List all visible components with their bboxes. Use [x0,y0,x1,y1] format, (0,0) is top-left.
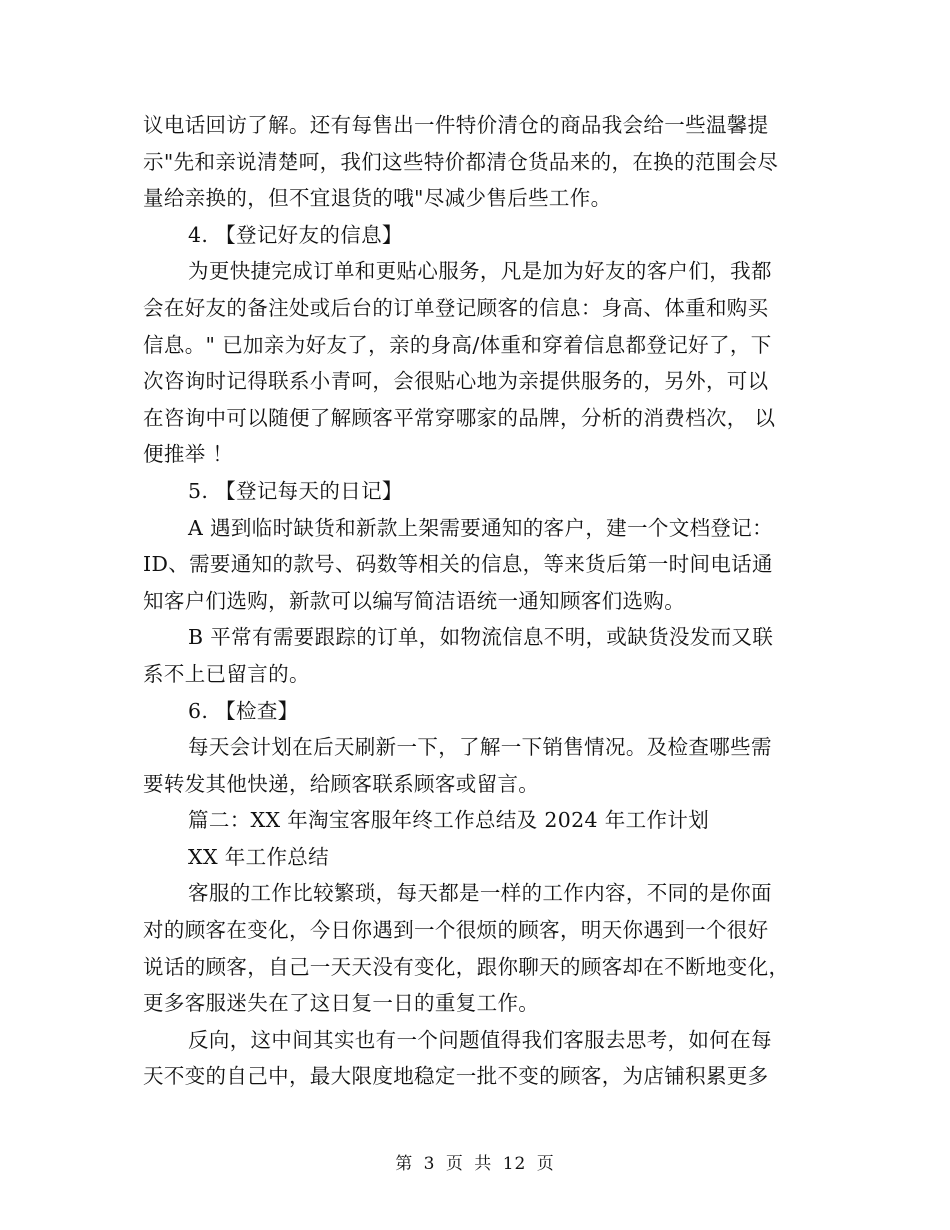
text-line: 便推举 ！ [143,442,234,467]
text-line: 为更快捷完成订单和更贴心服务，凡是加为好友的客户们，我都 [188,259,772,284]
text-line: 更多客服迷失在了这日复一日的重复工作。 [143,991,540,1016]
text-line: 议电话回访了解。还有每售出一件特价清仓的商品我会给一些温馨提 [143,113,769,137]
footer-page-word: 页 [445,1154,464,1174]
text-line: 信息。" 已加亲为好友了，亲的身高/体重和穿着信息都登记好了，下 [143,332,772,357]
page-footer [0,1152,950,1176]
chapter-title: 篇二：XX 年淘宝客服年终工作总结及 2024 年工作计划 [188,808,710,833]
section-heading-6: 6. 【检查】 [188,698,299,723]
text-line: 知客户们选购，新款可以编写简洁语统一通知顾客们选购。 [143,588,686,613]
footer-suffix: 页 [536,1154,555,1174]
section-heading-5: 5. 【登记每天的日记】 [188,478,403,503]
footer-total-pages: 12 [502,1154,527,1174]
text-line: 天不变的自己中，最大限度地稳定一批不变的顾客，为店铺积累更多 [143,1064,769,1089]
text-line: 在咨询中可以随便了解顾客平常穿哪家的品牌，分析的消费档次， 以 [143,405,776,430]
section-heading-4: 4. 【登记好友的信息】 [188,222,403,247]
subsection-title: XX 年工作总结 [188,844,330,869]
text-line: 对的顾客在变化，今日你遇到一个很烦的顾客，明天你遇到一个很好 [143,918,769,943]
text-line: 示"先和亲说清楚呵，我们这些特价都清仓货品来的，在换的范围会尽 [143,149,779,174]
text-line: 每天会计划在后天刷新一下，了解一下销售情况。及检查哪些需 [188,735,772,760]
text-line: ID、需要通知的款号、码数等相关的信息，等来货后第一时间电话通 [143,552,773,577]
text-line: 反向，这中间其实也有一个问题值得我们客服去思考，如何在每 [188,1027,772,1052]
text-line: 客服的工作比较繁琐，每天都是一样的工作内容，不同的是你面 [188,881,772,906]
document-body [143,107,815,1095]
text-line: A 遇到临时缺货和新款上架需要通知的客户，建一个文档登记： [188,515,773,540]
text-line: 系不上已留言的。 [143,661,310,686]
footer-current-page: 3 [423,1154,436,1174]
text-line: 要转发其他快递，给顾客联系顾客或留言。 [143,771,540,796]
text-line: 量给亲换的，但不宜退货的哦"尽减少售后些工作。 [143,186,612,211]
text-line: 会在好友的备注处或后台的订单登记顾客的信息：身高、体重和购买 [143,295,769,320]
footer-total-word: 共 [474,1154,493,1174]
footer-prefix: 第 [395,1154,414,1174]
text-line: 次咨询时记得联系小青呵，会很贴心地为亲提供服务的，另外，可以 [143,369,769,394]
text-line: 说话的顾客，自己一天天没有变化，跟你聊天的顾客却在不断地变化， [143,954,790,979]
text-line: B 平常有需要跟踪的订单，如物流信息不明，或缺货没发而又联 [188,625,774,650]
